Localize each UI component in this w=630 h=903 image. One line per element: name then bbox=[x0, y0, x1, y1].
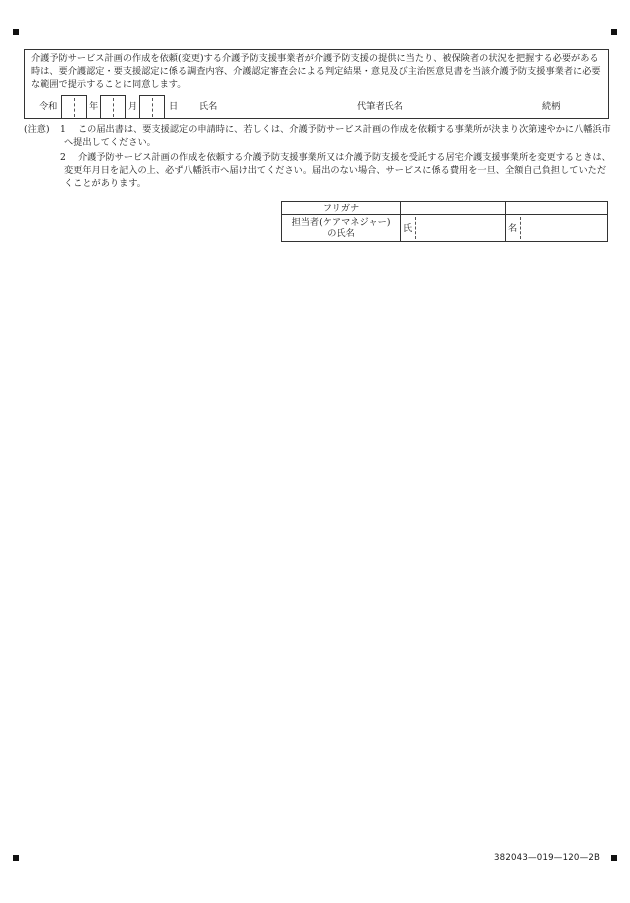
form-code: 382043—019—120—2B bbox=[494, 853, 601, 863]
registration-mark-bottom-right bbox=[611, 855, 617, 861]
consent-text: 介護予防サービス計画の作成を依頼(変更)する介護予防支援事業者が介護予防支援の提供に当たり、被保険者の状況を把握する必要がある時は、要介護認定・要支援認定に係る調査内容、介護認定審査会による判定結果・意見及び主治医意見書を当該介護予防支援事業者に必要な範囲で提示することに同意します。 bbox=[31, 53, 601, 90]
note-item bbox=[60, 151, 612, 190]
given-name-field[interactable] bbox=[523, 215, 607, 241]
care-manager-label bbox=[282, 217, 400, 239]
furigana-surname-field[interactable] bbox=[401, 202, 505, 214]
year-input-box[interactable] bbox=[61, 95, 87, 119]
name-label: 氏名 bbox=[199, 101, 218, 112]
year-label: 年 bbox=[89, 101, 99, 112]
note-text: 介護予防サービス計画の作成を依頼する介護予防支援事業所又は介護予防支援を受託する居宅介護支援事業所を変更するときは、変更年月日を記入の上、必ず八幡浜市へ届け出てください。届出のない場合、サービスに係る費用を一旦、全額自己負担していただくことがあります。 bbox=[64, 152, 611, 189]
note-item bbox=[60, 123, 612, 149]
proxy-name-label: 代筆者氏名 bbox=[357, 101, 403, 112]
day-label: 日 bbox=[169, 101, 179, 112]
notes-heading: (注意) bbox=[24, 124, 50, 135]
month-label: 月 bbox=[128, 101, 138, 112]
surname-label: 氏 bbox=[403, 223, 413, 234]
registration-mark-top-right bbox=[611, 29, 617, 35]
note-number: 2 bbox=[60, 152, 66, 163]
registration-mark-bottom-left bbox=[13, 855, 19, 861]
surname-field[interactable] bbox=[418, 215, 504, 241]
month-input-box[interactable] bbox=[100, 95, 126, 119]
note-text: この届出書は、要支援認定の申請時に、若しくは、介護予防サービス計画の作成を依頼する事業所が決まり次第速やかに八幡浜市へ提出してください。 bbox=[64, 124, 611, 148]
furigana-given-field[interactable] bbox=[506, 202, 608, 214]
care-manager-table bbox=[281, 201, 608, 242]
registration-mark-top-left bbox=[13, 29, 19, 35]
note-number: 1 bbox=[60, 124, 66, 135]
care-manager-label-line2: の氏名 bbox=[327, 228, 355, 239]
care-manager-label-line1: 担当者(ケアマネジャー) bbox=[291, 217, 391, 228]
furigana-label: フリガナ bbox=[322, 203, 360, 214]
relation-label: 続柄 bbox=[542, 101, 561, 112]
given-name-label: 名 bbox=[508, 223, 518, 234]
day-input-box[interactable] bbox=[139, 95, 165, 119]
era-label: 令和 bbox=[39, 101, 58, 112]
